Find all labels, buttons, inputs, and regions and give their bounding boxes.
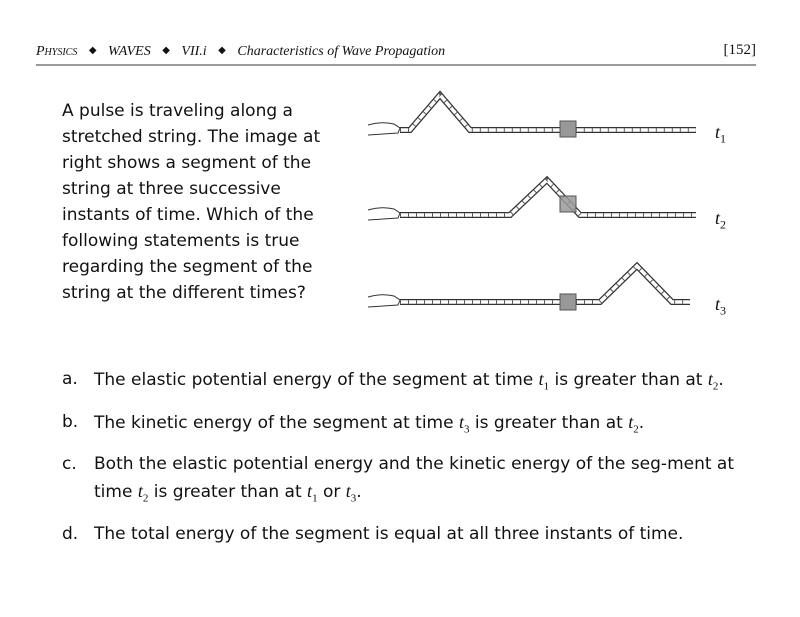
segment-marker xyxy=(560,121,576,137)
page-header xyxy=(36,40,756,66)
string-t2 xyxy=(368,180,696,220)
hand-icon xyxy=(368,208,400,220)
question-text: A pulse is traveling along a stretched string. The image at right shows a segment of the string at three successive instants of time. Which of the following statements is true regarding the segment of the string at the different times? xyxy=(62,101,321,303)
segment-marker xyxy=(560,294,576,310)
time-label-t1: $t_1$ xyxy=(715,122,727,146)
time-label-t2: $t_2$ xyxy=(715,208,727,232)
bullet-icon: ◆ xyxy=(162,45,170,56)
string-t3 xyxy=(368,266,690,310)
answer-option-b[interactable]: b. The kinetic energy of the segment at time $t_3$ is greater than at $t_2$. xyxy=(62,411,645,436)
time-label-t3: $t_3$ xyxy=(715,294,727,318)
topic-label: Characteristics of Wave Propagation xyxy=(237,44,446,59)
answer-option-d[interactable]: d. The total energy of the segment is equal at all three instants of time. xyxy=(62,523,684,544)
bullet-icon: ◆ xyxy=(218,45,226,56)
page-number: [152] xyxy=(723,42,756,58)
subject-label: Physics xyxy=(36,44,78,59)
answer-choices xyxy=(62,366,762,556)
segment-marker xyxy=(560,196,576,212)
hand-icon xyxy=(368,123,400,135)
section-label: VII.i xyxy=(181,44,207,59)
breadcrumb xyxy=(36,44,445,60)
hand-icon xyxy=(368,295,400,307)
bullet-icon: ◆ xyxy=(88,45,97,56)
unit-label: WAVES xyxy=(108,44,151,59)
string-t1 xyxy=(368,95,696,137)
answer-option-c[interactable]: c. Both the elastic potential energy and the kinetic energy of the seg-ment at time $t_2$ is greater than at $t_1$ or $t_3$. xyxy=(62,454,735,505)
pulse-figure xyxy=(360,80,760,330)
answer-option-a[interactable]: a. The elastic potential energy of the segment at time $t_1$ is greater than at $t_2$. xyxy=(62,369,724,393)
string-diagram xyxy=(360,80,760,330)
